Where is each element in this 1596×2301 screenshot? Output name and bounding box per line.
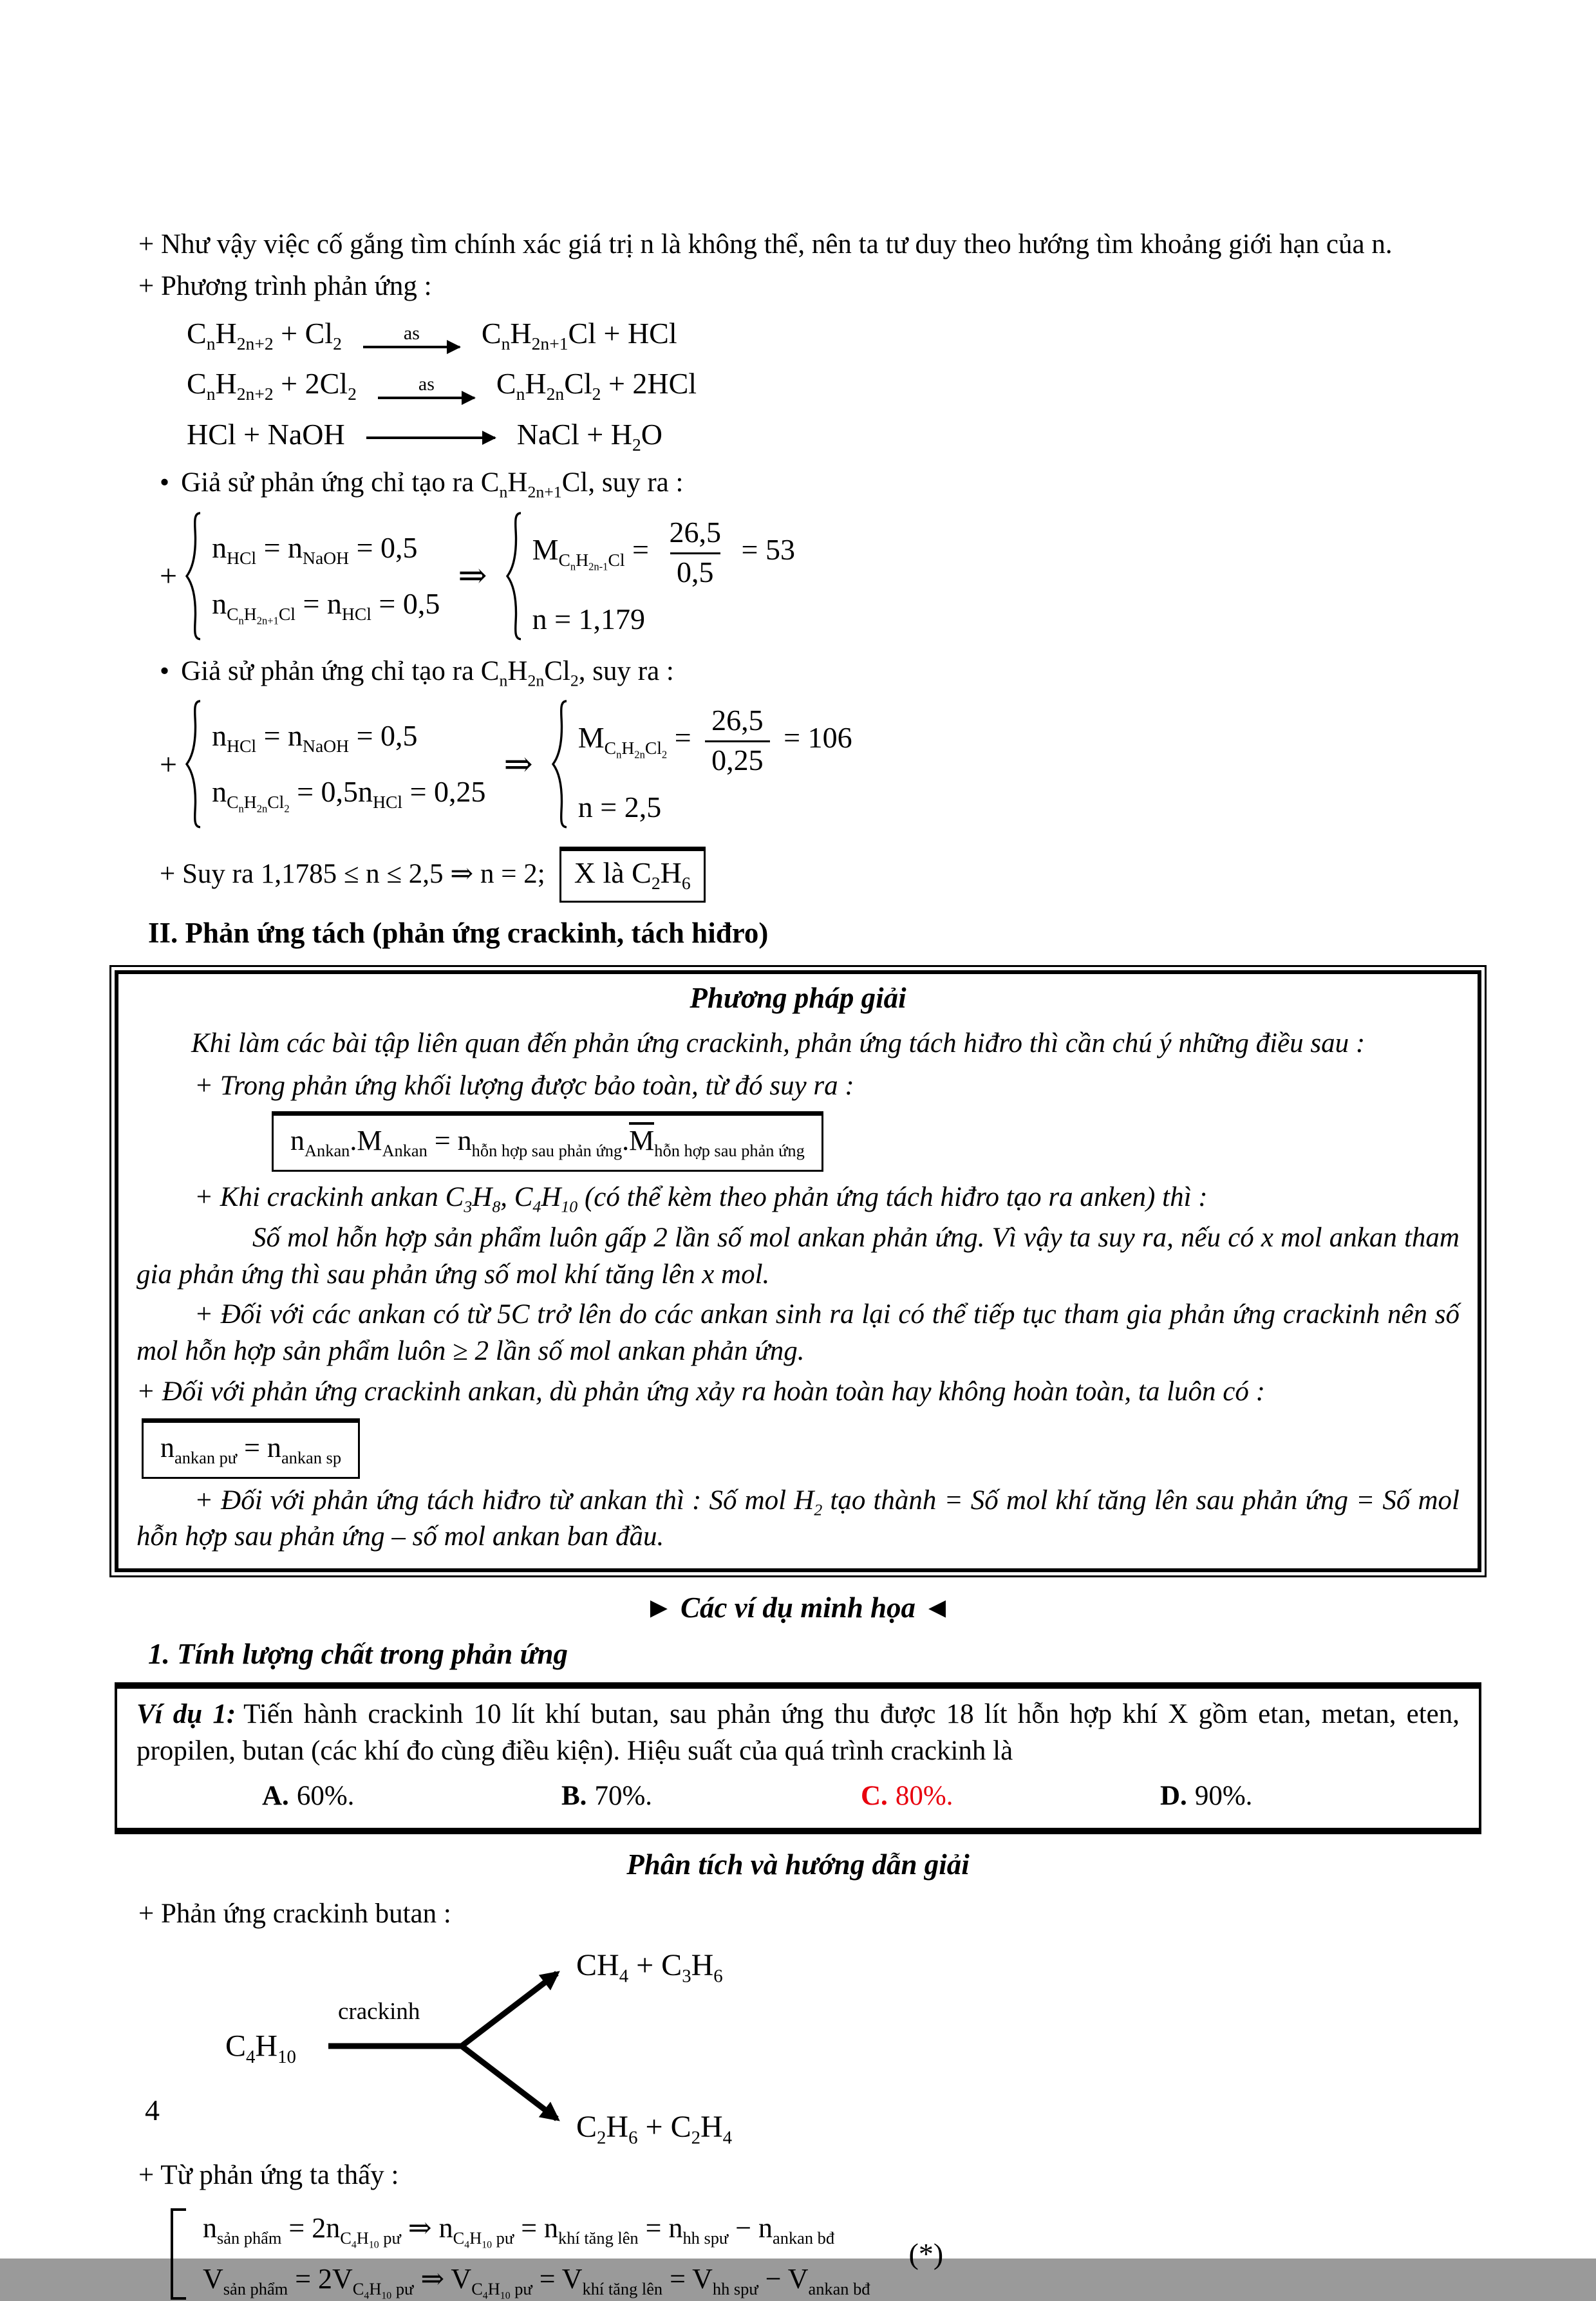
analysis-header: Phân tích và hướng dẫn giải — [626, 1848, 970, 1881]
system-2 — [160, 700, 1487, 829]
option-b — [561, 1778, 861, 1815]
equation-neutralization: HCl + NaOH NaCl + $H_2O$ — [187, 418, 662, 455]
final-system-lines — [200, 2208, 870, 2300]
option-b-label: B. — [561, 1781, 587, 1812]
left-brace-icon — [185, 512, 204, 641]
final-system-line-1: $n_{sản phẩm} = 2n_{C_4H_{10} pư}$ ⇒ $n_{C_4H_{10} pư} = n_{khí tăng lên} = n_{hh spư} - n_{ankan bđ}$ — [203, 2212, 835, 2251]
reaction-equations — [187, 317, 1487, 453]
option-b-value: 70%. — [594, 1781, 653, 1812]
left-brace-icon — [551, 700, 570, 829]
bullet-icon: • — [160, 655, 170, 686]
final-system — [171, 2208, 1487, 2300]
method-paragraph-2: + Trong phản ứng khối lượng được bảo toàn, từ đó suy ra : — [194, 1071, 854, 1102]
bullet-icon: • — [160, 467, 170, 498]
left-square-bracket-icon — [171, 2208, 186, 2300]
system-2-right — [570, 700, 852, 829]
system-1-left — [204, 527, 440, 625]
implies-arrow-icon: ⇒ — [503, 744, 533, 784]
option-a-value: 60%. — [296, 1781, 355, 1812]
system-2-left — [204, 715, 485, 813]
method-paragraph-7: + Đối với phản ứng tách hiđro từ ankan thì : Số mol $H_2$ tạo thành = Số mol khí tăng lên sau phản ứng = Số mol hỗn hợp sau phản ứng – số mol ankan ban đầu. — [136, 1485, 1460, 1552]
equation-dichloro: $C_nH_{2n+2} + 2Cl_2$ as $C_nH_{2n}Cl_2 + 2HCl$ — [187, 367, 697, 404]
left-brace-icon — [185, 700, 204, 829]
method-title: Phương pháp giải — [690, 982, 906, 1015]
system-2-right-line-1: $M_{C_nH_{2n}Cl_2}$ = $\frac{26,5}{0,25}$ = 106 — [577, 704, 852, 777]
option-a — [262, 1778, 561, 1815]
examples-section-header: ► Các ví dụ minh họa ◄ — [644, 1592, 952, 1624]
method-paragraph-1: Khi làm các bài tập liên quan đến phản ứng crackinh, phản ứng tách hiđro thì cần chú ý những điều sau : — [191, 1028, 1366, 1058]
method-paragraph-3: + Khi crackinh ankan $C_3H_8$, $C_4H_{10}$ (có thể kèm theo phản ứng tách hiđro tạo ra anken) thì : — [194, 1182, 1208, 1216]
method-paragraph-4: Số mol hỗn hợp sản phẩm luôn gấp 2 lần số mol ankan phản ứng. Vì vậy ta suy ra, nếu có x mol ankan tham gia phản ứng thì sau phản ứng số mol khí tăng lên x mol. — [136, 1222, 1460, 1290]
system-2-right-line-2: n = 2,5 — [577, 791, 662, 824]
example-1-text: Tiến hành crackinh 10 lít khí butan, sau phản ứng thu được 18 lít hỗn hợp khí X gồm etan, metan, eten, propilen, butan (các khí đo cùng điều kiện). Hiệu suất của quá trình crackinh là — [136, 1698, 1460, 1766]
option-d-label: D. — [1160, 1781, 1187, 1812]
subsection-1-heading: 1. Tính lượng chất trong phản ứng — [148, 1637, 568, 1670]
plus-sign: + — [160, 559, 178, 594]
assumption-1 — [160, 465, 1487, 502]
system-1-right-line-1: $M_{C_nH_{2n-1}Cl}$ = $\frac{26,5}{0,5}$ = 53 — [532, 515, 795, 588]
method-box — [115, 970, 1481, 1572]
diagram-reactant: $C_4H_{10}$ — [225, 2029, 296, 2068]
equation-reference-mark: (*) — [908, 2237, 944, 2270]
intro-line-2: + Phương trình phản ứng : — [138, 270, 432, 301]
answer-options — [262, 1778, 1460, 1815]
answer-formula-box: X là $C_2H_6$ — [559, 847, 706, 903]
assumption-1-text: Giả sử phản ứng chỉ tạo ra $C_nH_{2n+1}Cl$, suy ra : — [181, 467, 684, 502]
option-c-value: 80%. — [895, 1781, 953, 1812]
option-d — [1160, 1778, 1460, 1815]
diagram-product-bottom: $C_2H_6 + C_2H_4$ — [576, 2109, 733, 2148]
equation-monochloro: $C_nH_{2n+2} + Cl_2$ as $C_nH_{2n+1}Cl$ + HCl — [187, 316, 677, 353]
option-c-correct — [861, 1778, 1160, 1815]
page-number: 4 — [145, 2094, 160, 2127]
example-1-statement — [136, 1696, 1460, 1770]
mass-balance-formula-box: $n_{Ankan}.M_{Ankan} = n_{hỗn hợp sau phản ứng}.M_{hỗn hợp sau phản ứng}$ — [272, 1111, 823, 1172]
analysis-step-2: + Từ phản ứng ta thấy : — [138, 2160, 399, 2191]
example-1-box — [115, 1682, 1481, 1834]
method-paragraph-5: + Đối với các ankan có từ 5C trở lên do các ankan sinh ra lại có thể tiếp tục tham gia phản ứng crackinh nên số mol hỗn hợp sản phẩm luôn ≥ 2 lần số mol ankan phản ứng. — [136, 1299, 1460, 1367]
system-1-right — [525, 512, 795, 641]
analysis-step-1: + Phản ứng crackinh butan : — [138, 1898, 451, 1929]
option-a-label: A. — [262, 1781, 289, 1812]
method-paragraph-6: + Đối với phản ứng crackinh ankan, dù phản ứng xảy ra hoàn toàn hay không hoàn toàn, ta luôn có : — [136, 1376, 1265, 1407]
system-2-left-line-2: $n_{C_nH_{2n}Cl_2} = 0,5n_{HCl} = 0,25$ — [212, 775, 486, 815]
system-1-left-line-1: $n_{HCl} = n_{NaOH} = 0,5$ — [212, 531, 418, 568]
assumption-2 — [160, 653, 1487, 690]
section-2-heading: II. Phản ứng tách (phản ứng crackinh, tách hiđro) — [148, 916, 769, 949]
option-c-label: C. — [861, 1781, 888, 1812]
system-1 — [160, 512, 1487, 641]
conclusion-line — [160, 847, 1487, 903]
mole-equality-formula-box: $n_{ankan pư} = n_{ankan sp}$ — [142, 1418, 360, 1479]
conclusion-text: + Suy ra 1,1785 ≤ n ≤ 2,5 ⇒ n = 2; — [160, 859, 545, 889]
left-brace-icon — [505, 512, 525, 641]
system-1-left-line-2: $n_{C_nH_{2n+1}Cl} = n_{HCl} = 0,5$ — [212, 587, 440, 627]
assumption-2-text: Giả sử phản ứng chỉ tạo ra $C_nH_{2n}Cl_2$, suy ra : — [181, 655, 674, 690]
diagram-condition-label: crackinh — [338, 1998, 420, 2025]
final-system-line-2: $V_{sản phẩm} = 2V_{C_4H_{10} pư}$ ⇒ $V_{C_4H_{10} pư} = V_{khí tăng lên} = V_{hh spư} - V_{ankan bđ}$ — [203, 2263, 870, 2301]
example-1-label: Ví dụ 1: — [136, 1698, 236, 1729]
plus-sign: + — [160, 747, 178, 782]
intro-line-1: + Như vậy việc cố gắng tìm chính xác giá trị n là không thể, nên ta tư duy theo hướng tìm khoảng giới hạn của n. — [138, 229, 1393, 259]
implies-arrow-icon: ⇒ — [458, 556, 487, 596]
system-2-left-line-1: $n_{HCl} = n_{NaOH} = 0,5$ — [212, 719, 418, 756]
cracking-diagram — [225, 1946, 1487, 2146]
diagram-product-top: $CH_4 + C_3H_6$ — [576, 1948, 723, 1987]
system-1-right-line-2: n = 1,179 — [532, 602, 646, 635]
option-d-value: 90%. — [1194, 1781, 1253, 1812]
